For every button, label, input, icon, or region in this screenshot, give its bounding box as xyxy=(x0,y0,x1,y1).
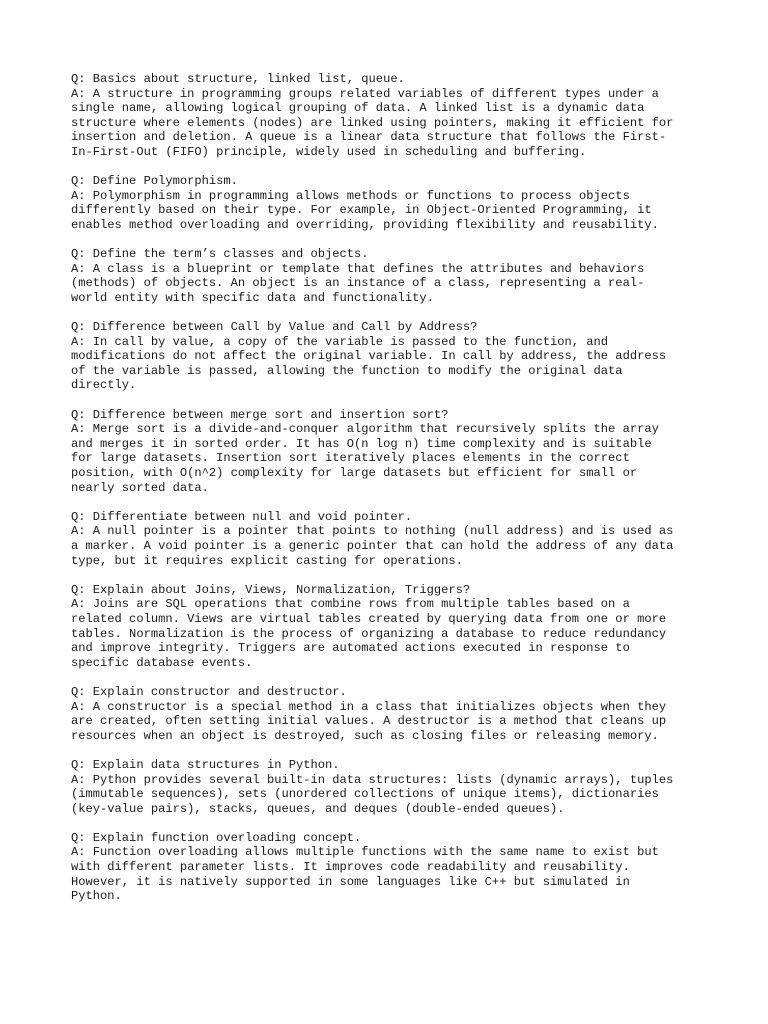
answer-line: enables method overloading and overriding, providing flexibility and reusability. xyxy=(71,217,659,232)
answer-line: (key-value pairs), stacks, queues, and deques (double-ended queues). xyxy=(71,801,565,816)
answer-line: type, but it requires explicit casting for operations. xyxy=(71,553,463,568)
qa-entry xyxy=(71,583,711,671)
answer-line: differently based on their type. For example, in Object-Oriented Programming, it xyxy=(71,203,652,218)
answer-line: A: Merge sort is a divide-and-conquer algorithm that recursively splits the array xyxy=(71,422,659,437)
question-text: Q: Difference between Call by Value and Call by Address? xyxy=(71,320,478,335)
qa-entry xyxy=(71,320,711,393)
answer-line: In-First-Out (FIFO) principle, widely used in scheduling and buffering. xyxy=(71,144,587,159)
question-text: Q: Difference between merge sort and insertion sort? xyxy=(71,407,449,422)
answer-line: A: Function overloading allows multiple functions with the same name to exist but xyxy=(71,845,659,860)
qa-entry xyxy=(71,685,711,743)
qa-entry xyxy=(71,831,711,904)
question-text: Q: Explain constructor and destructor. xyxy=(71,684,347,699)
answer-line: resources when an object is destroyed, such as closing files or releasing memory. xyxy=(71,728,659,743)
document-page xyxy=(71,72,711,918)
answer-line: A: Python provides several built-in data structures: lists (dynamic arrays), tuples xyxy=(71,772,674,787)
answer-line: position, with O(n^2) complexity for large datasets but efficient for small or xyxy=(71,466,638,481)
answer-line: A: Polymorphism in programming allows methods or functions to process objects xyxy=(71,188,630,203)
answer-line: for large datasets. Insertion sort iteratively places elements in the correct xyxy=(71,451,630,466)
qa-entry xyxy=(71,247,711,305)
question-text: Q: Define the term’s classes and objects. xyxy=(71,247,369,262)
answer-line: A: In call by value, a copy of the variable is passed to the function, and xyxy=(71,334,609,349)
answer-line: A: A constructor is a special method in a class that initializes objects when they xyxy=(71,699,667,714)
question-text: Q: Define Polymorphism. xyxy=(71,174,238,189)
answer-line: nearly sorted data. xyxy=(71,480,209,495)
answer-line: Python. xyxy=(71,889,122,904)
answer-line: structure where elements (nodes) are linked using pointers, making it efficient for xyxy=(71,115,674,130)
qa-entry xyxy=(71,758,711,816)
qa-entry xyxy=(71,174,711,232)
qa-entry xyxy=(71,408,711,496)
qa-entry xyxy=(71,510,711,568)
answer-line: tables. Normalization is the process of organizing a database to reduce redundancy xyxy=(71,626,667,641)
answer-line: A: A null pointer is a pointer that points to nothing (null address) and is used as xyxy=(71,524,674,539)
answer-line: A: Joins are SQL operations that combine rows from multiple tables based on a xyxy=(71,597,630,612)
answer-line: However, it is natively supported in some languages like C++ but simulated in xyxy=(71,874,630,889)
question-text: Q: Basics about structure, linked list, queue. xyxy=(71,72,405,86)
answer-line: directly. xyxy=(71,378,137,393)
question-text: Q: Explain function overloading concept. xyxy=(71,830,362,845)
answer-line: a marker. A void pointer is a generic pointer that can hold the address of any data xyxy=(71,539,674,553)
answer-line: related column. Views are virtual tables created by querying data from one or more xyxy=(71,611,667,626)
question-text: Q: Explain data structures in Python. xyxy=(71,757,340,772)
qa-entry xyxy=(71,72,711,160)
answer-line: modifications do not affect the original variable. In call by address, the address xyxy=(71,349,667,364)
answer-line: of the variable is passed, allowing the function to modify the original data xyxy=(71,363,623,378)
answer-line: A: A structure in programming groups related variables of different types under a xyxy=(71,86,659,101)
answer-line: A: A class is a blueprint or template that defines the attributes and behaviors xyxy=(71,261,645,276)
answer-line: insertion and deletion. A queue is a linear data structure that follows the First- xyxy=(71,130,667,145)
answer-line: (methods) of objects. An object is an instance of a class, representing a real- xyxy=(71,276,645,291)
answer-line: and improve integrity. Triggers are automated actions executed in response to xyxy=(71,641,630,656)
answer-line: are created, often setting initial values. A destructor is a method that cleans up xyxy=(71,714,667,729)
answer-line: single name, allowing logical grouping of data. A linked list is a dynamic data xyxy=(71,101,645,116)
answer-line: with different parameter lists. It improves code readability and reusability. xyxy=(71,860,630,875)
question-text: Q: Explain about Joins, Views, Normalization, Triggers? xyxy=(71,582,471,597)
answer-line: specific database events. xyxy=(71,655,253,670)
question-text: Q: Differentiate between null and void pointer. xyxy=(71,509,413,524)
answer-line: and merges it in sorted order. It has O(n log n) time complexity and is suitable xyxy=(71,436,652,451)
answer-line: world entity with specific data and functionality. xyxy=(71,290,434,305)
answer-line: (immutable sequences), sets (unordered collections of unique items), dictionaries xyxy=(71,787,659,802)
